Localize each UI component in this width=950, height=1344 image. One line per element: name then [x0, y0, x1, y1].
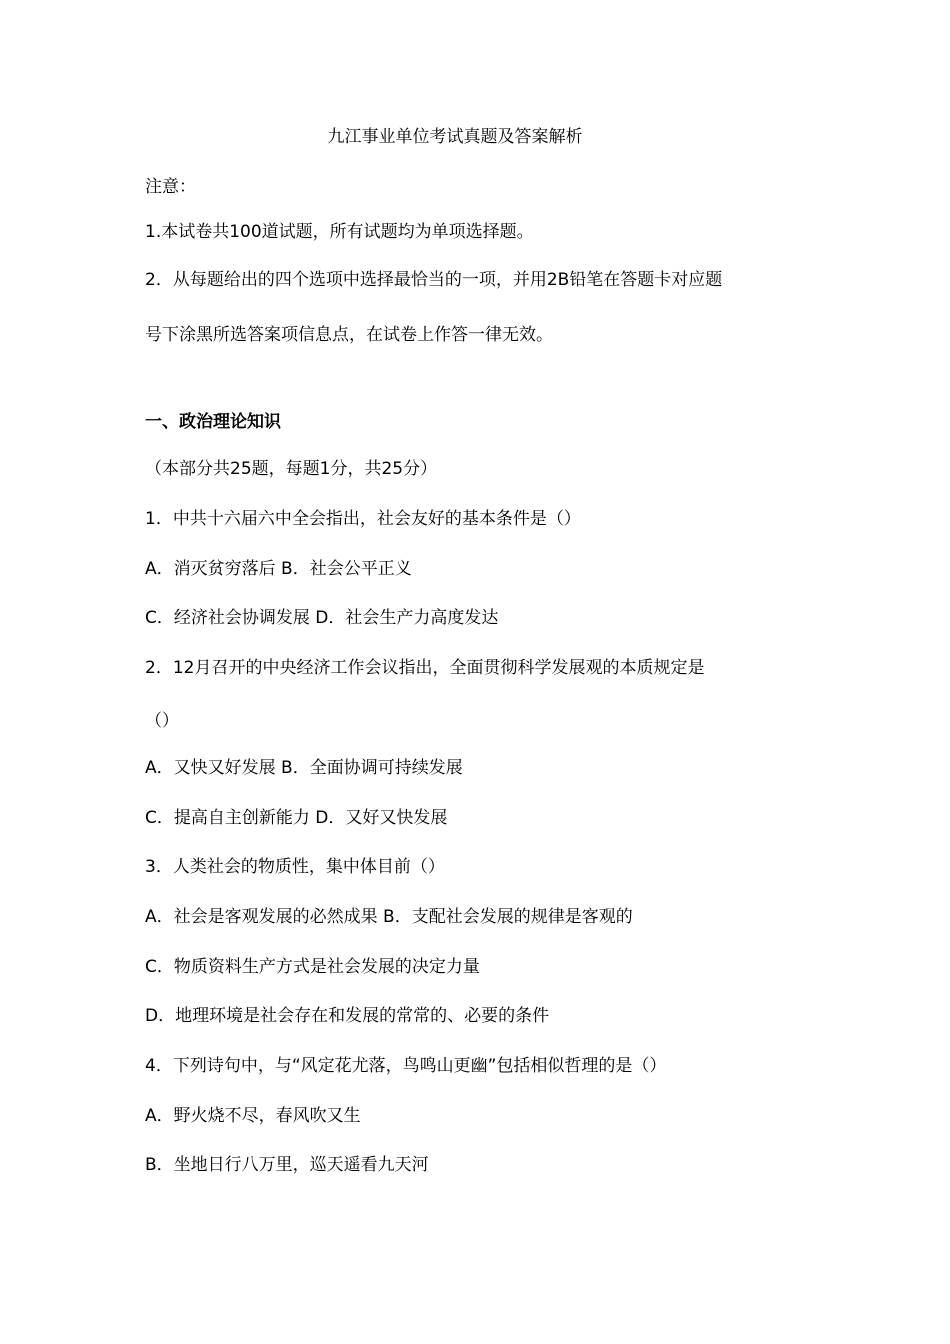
question-3-option-line: A．社会是客观发展的必然成果 B．支配社会发展的规律是客观的: [145, 907, 633, 927]
question-1-stem: 1．中共十六届六中全会指出，社会友好的基本条件是（）: [145, 509, 581, 529]
question-4-stem: 4．下列诗句中，与“风定花尤落，鸟鸣山更幽”包括相似哲理的是（）: [145, 1056, 667, 1076]
notice-item-1: 1.本试卷共100道试题，所有试题均为单项选择题。: [145, 222, 534, 242]
notice-item-2: 2．从每题给出的四个选项中选择最恰当的一项，并用2B铅笔在答题卡对应题: [145, 270, 723, 290]
question-3-option-line: D．地理环境是社会存在和发展的常常的、必要的条件: [145, 1006, 550, 1026]
section-title: 一、政治理论知识: [145, 412, 281, 432]
question-3-stem: 3．人类社会的物质性，集中体目前（）: [145, 857, 445, 877]
question-1-option-line: A．消灭贫穷落后 B．社会公平正义: [145, 559, 412, 579]
question-3-option-line: C．物质资料生产方式是社会发展的决定力量: [145, 957, 480, 977]
question-4-option-line: B．坐地日行八万里，巡天遥看九天河: [145, 1155, 429, 1175]
question-1-option-line: C．经济社会协调发展 D．社会生产力高度发达: [145, 608, 499, 628]
notice-heading: 注意：: [145, 177, 196, 197]
question-4-option-line: A．野火烧不尽，春风吹又生: [145, 1106, 361, 1126]
question-2-option-line: C．提高自主创新能力 D．又好又快发展: [145, 808, 448, 828]
question-2-stem: 2．12月召开的中央经济工作会议指出，全面贯彻科学发展观的本质规定是: [145, 658, 705, 678]
section-note: （本部分共25题，每题1分，共25分）: [145, 459, 438, 479]
question-2-stem-cont: （）: [145, 711, 179, 731]
notice-item-2-cont: 号下涂黑所选答案项信息点，在试卷上作答一律无效。: [145, 325, 553, 345]
document-title: 九江事业单位考试真题及答案解析: [327, 127, 583, 147]
question-2-option-line: A．又快又好发展 B．全面协调可持续发展: [145, 758, 463, 778]
